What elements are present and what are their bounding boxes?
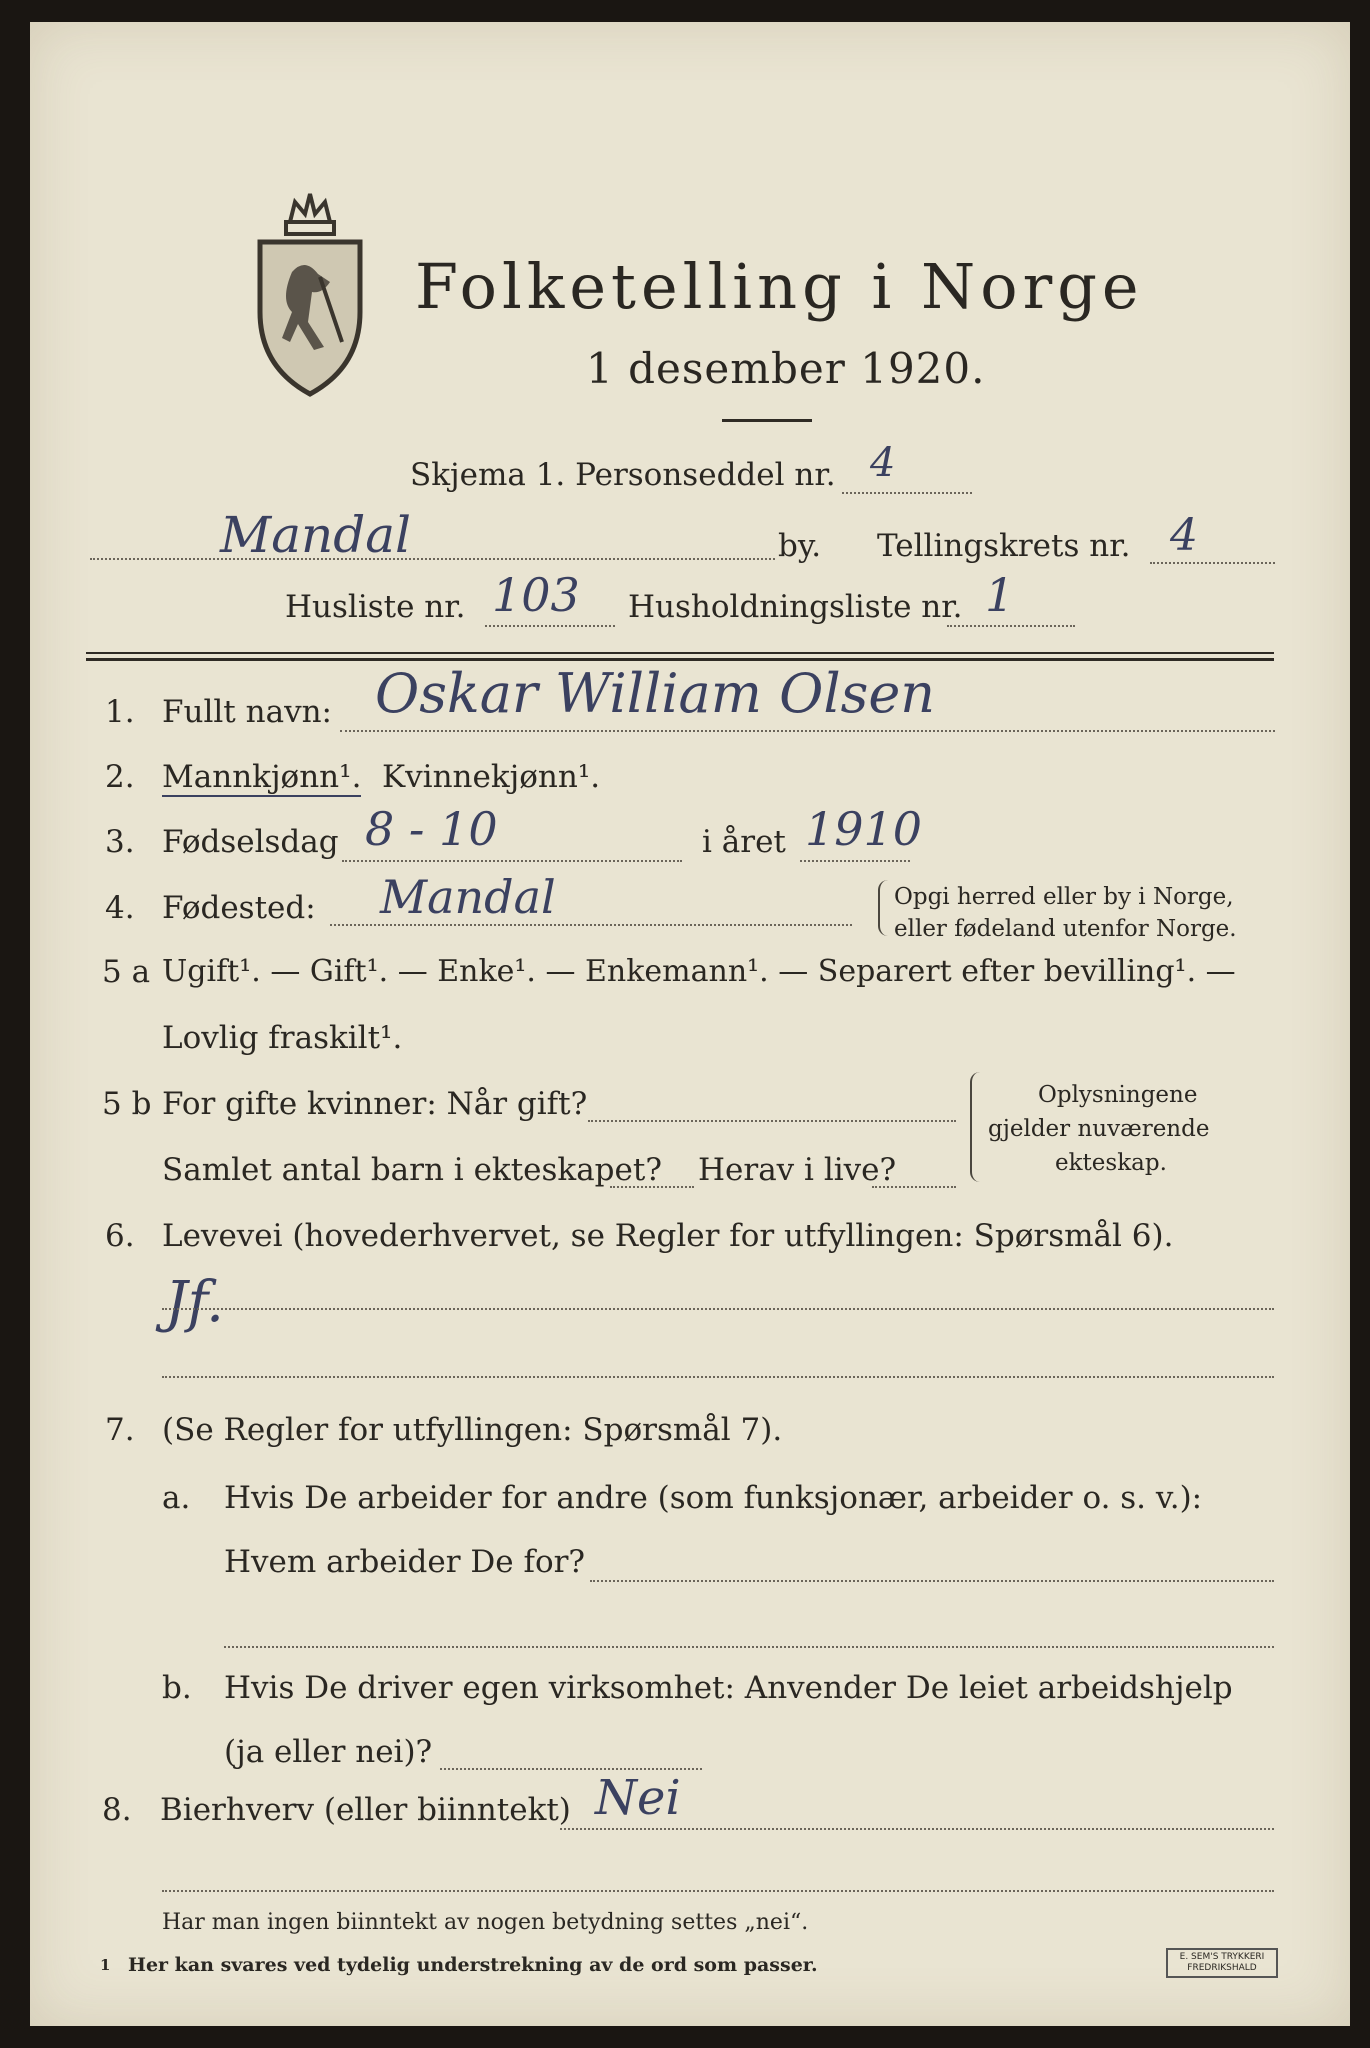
by-line xyxy=(90,558,775,560)
q5b-children-line xyxy=(610,1186,694,1188)
q1-number: 1. xyxy=(105,694,135,730)
q5b-alive-label: Herav i live? xyxy=(698,1152,897,1188)
q5b-note-line1: Oplysningene xyxy=(1038,1082,1198,1108)
q8-value: Nei xyxy=(595,1770,681,1826)
husliste-nr-value: 103 xyxy=(492,568,580,622)
q4-note-line1: Opgi herred eller by i Norge, xyxy=(894,884,1234,910)
footnote-text: Her kan svares ved tydelig understrekning av de ord som passer. xyxy=(128,1954,818,1976)
q5a-options-line2[interactable]: Lovlig fraskilt¹. xyxy=(162,1020,403,1056)
title-divider xyxy=(722,419,812,422)
header-rule-bottom xyxy=(86,658,1274,661)
q7a-extra-line xyxy=(224,1646,1274,1648)
census-form-sheet xyxy=(30,22,1350,2026)
q5b-alive-line xyxy=(872,1186,956,1188)
q7b-letter: b. xyxy=(162,1670,192,1706)
q7a-line1: Hvis De arbeider for andre (som funksjonær, arbeider o. s. v.): xyxy=(224,1480,1203,1516)
by-value: Mandal xyxy=(220,506,412,564)
q8-label: Bierhverv (eller biinntekt) xyxy=(160,1792,571,1828)
q5a-options-line1[interactable]: Ugift¹. — Gift¹. — Enke¹. — Enkemann¹. — Separert efter bevilling¹. — xyxy=(162,954,1236,989)
q3-label: Fødselsdag xyxy=(162,824,339,860)
q6-occupation-value: Jf. xyxy=(165,1270,224,1335)
q3-date-line xyxy=(342,860,682,862)
q5b-line1: For gifte kvinner: Når gift? xyxy=(162,1086,588,1122)
q3-birthdate-value: 8 - 10 xyxy=(365,802,498,856)
q8-extra-line xyxy=(162,1890,1274,1892)
q2-number: 2. xyxy=(105,759,135,795)
q2-mann-option[interactable]: Mannkjønn¹. xyxy=(162,759,362,795)
census-date: 1 desember 1920. xyxy=(586,344,986,393)
footer-note: Har man ingen biinntekt av nogen betydning settes „nei“. xyxy=(162,1910,809,1935)
q5b-children-label: Samlet antal barn i ekteskapet? xyxy=(162,1152,662,1188)
q6-label: Levevei (hovederhvervet, se Regler for utfyllingen: Spørsmål 6). xyxy=(162,1218,1174,1254)
footnote-mark: 1 xyxy=(100,1956,111,1974)
q7a-letter: a. xyxy=(162,1480,191,1516)
husliste-label: Husliste nr. xyxy=(285,589,466,625)
q1-line xyxy=(340,730,1275,732)
q2-kvinne-option[interactable]: Kvinnekjønn¹. xyxy=(382,759,601,795)
krets-nr-value: 4 xyxy=(1170,510,1198,561)
q3-year-value: 1910 xyxy=(805,802,923,856)
q4-label: Fødested: xyxy=(162,890,316,926)
q7a-line xyxy=(590,1580,1274,1582)
schema-line xyxy=(842,492,972,494)
husholdning-line xyxy=(947,625,1075,627)
q4-brace xyxy=(878,880,888,936)
schema-nr-value: 4 xyxy=(870,440,896,486)
q3-year-label: i året xyxy=(702,824,786,860)
q5b-brace xyxy=(970,1072,980,1182)
q6-line2 xyxy=(162,1376,1274,1378)
q4-number: 4. xyxy=(105,890,135,926)
q8-number: 8. xyxy=(102,1792,132,1828)
krets-label: Tellingskrets nr. xyxy=(877,528,1131,564)
q7-label: (Se Regler for utfyllingen: Spørsmål 7). xyxy=(162,1412,783,1448)
q7b-line1: Hvis De driver egen virksomhet: Anvender De leiet arbeidshjelp xyxy=(224,1670,1233,1706)
krets-line xyxy=(1150,562,1275,564)
q3-year-line xyxy=(800,860,910,862)
q5b-note-line2: gjelder nuværende xyxy=(988,1116,1210,1142)
q7b-line2: (ja eller nei)? xyxy=(224,1734,433,1770)
husliste-line xyxy=(485,625,615,627)
q6-number: 6. xyxy=(105,1218,135,1254)
q5b-note-line3: ekteskap. xyxy=(1055,1150,1167,1176)
q5b-married-line xyxy=(588,1120,956,1122)
q6-line1 xyxy=(162,1308,1274,1310)
q4-line xyxy=(330,924,852,926)
norwegian-coat-of-arms-icon xyxy=(250,182,370,402)
q7a-line2: Hvem arbeider De for? xyxy=(224,1544,586,1580)
form-title: Folketelling i Norge xyxy=(415,250,1144,323)
q1-label: Fullt navn: xyxy=(162,694,332,730)
husholdning-nr-value: 1 xyxy=(985,568,1015,622)
q7-number: 7. xyxy=(105,1412,135,1448)
q3-number: 3. xyxy=(105,824,135,860)
q4-birthplace-value: Mandal xyxy=(380,870,556,924)
header-rule-top xyxy=(86,652,1274,654)
husholdning-label: Husholdningsliste nr. xyxy=(628,589,963,625)
q4-note-line2: eller fødeland utenfor Norge. xyxy=(894,916,1237,942)
q5b-number: 5 b xyxy=(102,1086,152,1122)
q8-line xyxy=(560,1828,1274,1830)
schema-label: Skjema 1. Personseddel nr. xyxy=(410,457,836,493)
printer-stamp: E. SEM'S TRYKKERI FREDRIKSHALD xyxy=(1166,1948,1278,1978)
by-label: by. xyxy=(778,528,822,564)
q1-name-value: Oskar William Olsen xyxy=(375,662,936,725)
q5a-number: 5 a xyxy=(102,954,151,990)
